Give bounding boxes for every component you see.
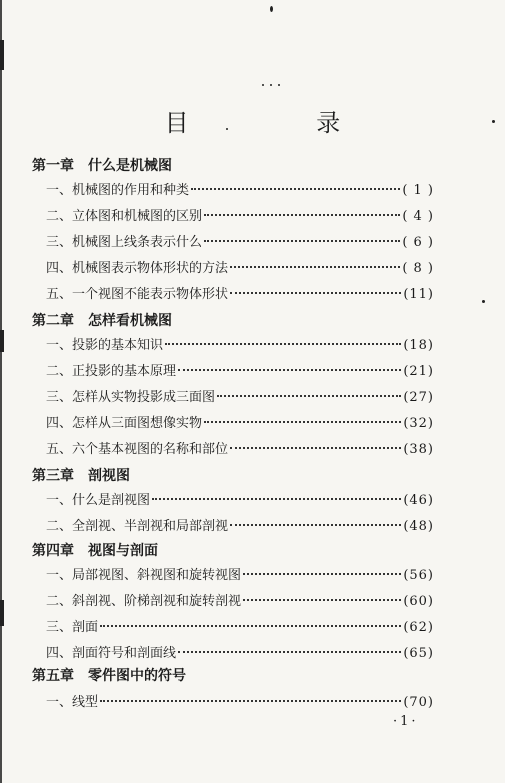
entry-page: (21) [403, 364, 434, 379]
binding-mark [0, 600, 4, 626]
entry-page: (27) [403, 390, 434, 405]
binding-mark [0, 40, 4, 70]
toc-entry [46, 590, 434, 608]
dot-leader [178, 368, 401, 371]
toc-entry [46, 642, 434, 660]
entry-page: (65) [403, 646, 434, 661]
scan-speck [262, 84, 264, 86]
chapter-title: 零件图中的符号 [88, 668, 186, 684]
entry-page: (60) [403, 594, 434, 609]
scan-speck [482, 300, 485, 303]
entry-label: 五、六个基本视图的名称和部位 [46, 442, 229, 457]
toc-entry [46, 386, 434, 404]
toc-entry [46, 515, 434, 533]
dot-leader [204, 239, 400, 242]
chapter-number: 第五章 [32, 668, 74, 684]
entry-label: 四、怎样从三面图想像实物 [46, 416, 203, 431]
toc-entry [46, 231, 434, 249]
entry-label: 一、局部视图、斜视图和旋转视图 [46, 568, 242, 583]
entry-label: 四、机械图表示物体形状的方法 [46, 261, 229, 276]
scan-speck [270, 84, 272, 86]
entry-label: 一、机械图的作用和种类 [46, 183, 190, 198]
toc-entry [46, 564, 434, 582]
dot-leader [230, 446, 401, 449]
entry-label: 五、一个视图不能表示物体形状 [46, 287, 229, 302]
chapter-number: 第二章 [32, 313, 74, 329]
dot-leader [243, 598, 401, 601]
scan-speck [278, 84, 280, 86]
chapter-title: 怎样看机械图 [88, 313, 172, 329]
chapter-heading [32, 155, 172, 175]
chapter-title: 视图与剖面 [88, 543, 158, 559]
dot-leader [217, 394, 401, 397]
toc-entry [46, 691, 434, 709]
toc-entry [46, 257, 434, 275]
entry-label: 二、斜剖视、阶梯剖视和旋转剖视 [46, 594, 242, 609]
toc-entry [46, 412, 434, 430]
chapter-title: 什么是机械图 [88, 158, 172, 174]
entry-page: (11) [403, 287, 434, 302]
entry-page: (56) [403, 568, 434, 583]
toc-entry [46, 205, 434, 223]
dot-leader [243, 572, 401, 575]
dot-leader [100, 624, 401, 627]
toc-entry [46, 489, 434, 507]
entry-label: 四、剖面符号和剖面线 [46, 646, 177, 661]
dot-leader [165, 342, 401, 345]
scan-speck [270, 6, 273, 12]
chapter-heading [32, 310, 172, 330]
dot-leader [204, 420, 401, 423]
entry-page: (46) [403, 493, 434, 508]
entry-page: ( 8 ) [402, 261, 434, 276]
chapter-title: 剖视图 [88, 468, 130, 484]
toc-entry [46, 438, 434, 456]
entry-page: ( 1 ) [402, 183, 434, 198]
dot-leader [230, 523, 401, 526]
chapter-number: 第一章 [32, 158, 74, 174]
entry-page: ( 4 ) [402, 209, 434, 224]
chapter-number: 第三章 [32, 468, 74, 484]
entry-page: (48) [403, 519, 434, 534]
entry-page: (32) [403, 416, 434, 431]
entry-page: (62) [403, 620, 434, 635]
binding-mark [0, 330, 4, 352]
entry-label: 三、机械图上线条表示什么 [46, 235, 203, 250]
dot-leader [230, 291, 401, 294]
entry-label: 三、剖面 [46, 620, 99, 635]
entry-label: 一、线型 [46, 695, 99, 710]
entry-label: 三、怎样从实物投影成三面图 [46, 390, 216, 405]
page-number: ·1· [393, 714, 419, 729]
chapter-heading [32, 540, 158, 560]
toc-entry [46, 179, 434, 197]
dot-leader [191, 187, 400, 190]
chapter-heading [32, 665, 186, 685]
dot-leader [230, 265, 400, 268]
toc-entry [46, 360, 434, 378]
toc-entry [46, 283, 434, 301]
dot-leader [204, 213, 400, 216]
entry-label: 一、投影的基本知识 [46, 338, 164, 353]
entry-label: 二、正投影的基本原理 [46, 364, 177, 379]
dot-leader [152, 497, 401, 500]
dot-leader [178, 650, 401, 653]
toc-title: 目 录 [164, 109, 401, 137]
dot-leader [100, 699, 401, 702]
toc-entry [46, 616, 434, 634]
entry-label: 二、全剖视、半剖视和局部剖视 [46, 519, 229, 534]
chapter-number: 第四章 [32, 543, 74, 559]
entry-label: 一、什么是剖视图 [46, 493, 151, 508]
chapter-heading [32, 465, 130, 485]
toc-entry [46, 334, 434, 352]
entry-page: ( 6 ) [402, 235, 434, 250]
entry-page: (18) [403, 338, 434, 353]
entry-label: 二、立体图和机械图的区别 [46, 209, 203, 224]
entry-page: (70) [403, 695, 434, 710]
entry-page: (38) [403, 442, 434, 457]
